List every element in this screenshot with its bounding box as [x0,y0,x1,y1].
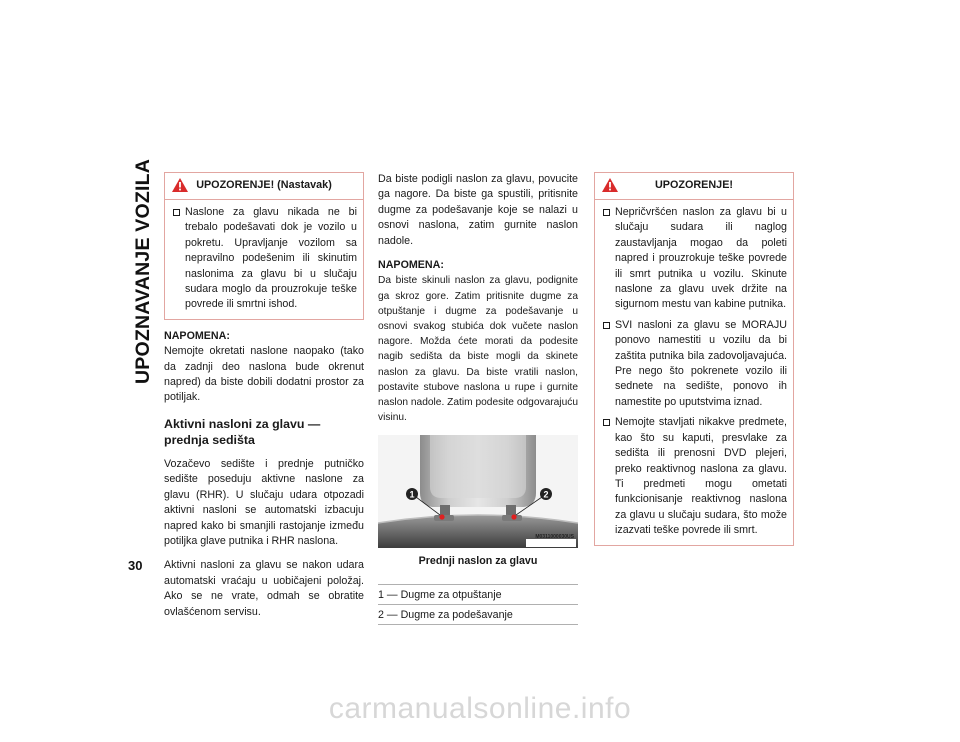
legend-row: 2 — Dugme za podešavanje [378,605,578,625]
intro-paragraph: Da biste podigli naslon za glavu, povucite ga nagore. Da biste ga spustili, pritisnite dugme za podešavanje koje se nalazi u osnovi naslona, zatim gurnite naslon nadole. [378,173,578,247]
warning-box-continued [164,172,364,320]
warning-header [595,173,793,200]
column-1 [164,172,364,629]
figure-code: M0311000030US [535,534,574,541]
note-text: Nemojte okretati naslone naopako (tako da zadnji deo naslona bude okrenut napred) da biste dobili dodatni prostor za potiljak. [164,345,364,404]
figure-legend [378,584,578,625]
warning-body [595,200,793,545]
watermark: carmanualsonline.info [328,692,632,725]
headrest-figure [378,435,578,548]
square-bullet-icon [173,209,180,216]
page-number: 30 [128,558,143,573]
warning-body [165,200,363,319]
note-title: NAPOMENA: [164,329,230,342]
square-bullet-icon [603,209,610,216]
figure-caption: Prednji naslon za glavu [418,555,538,568]
paragraph: Aktivni nasloni za glavu se nakon udara automatski vraćaju u uobičajeni položaj. Ako se ne vrate, odmah se obratite ovlašćenom servisu. [164,559,364,618]
column-3 [594,172,794,546]
callout-2-label: 2 [543,489,549,500]
warning-item: Naslone za glavu nikada ne bi trebalo podešavati dok je vozilo u pokretu. Upravljanje vozilom sa nepravilno podešenim ili skinutim naslonima za glavu bi u slučaju sudara moglo da prouzrokuje teške povrede ili smrtni ishod. [171,205,357,313]
column-2 [378,172,578,625]
square-bullet-icon [603,322,610,329]
square-bullet-icon [603,419,610,426]
warning-header [165,173,363,200]
callout-1-label: 1 [409,489,415,500]
note-title: NAPOMENA: [378,259,444,272]
section-title-vertical [128,158,158,384]
warning-box [594,172,794,546]
section-heading: Aktivni nasloni za glavu — prednja sedišta [164,416,321,447]
warning-title: UPOZORENJE! (Nastavak) [196,179,332,192]
warning-item: Nepričvršćen naslon za glavu bi u slučaju sudara ili naglog zaustavljanja mogao da poleti napred i prouzrokuje teške povrede ili smrt putnika u vozilu. Skinute naslone za glavu uvek držite na sigurnom mestu van kabine putnika. [601,205,787,313]
paragraph: Vozačevo sedište i prednje putničko sedište poseduju aktivne naslone za glavu (RHR). U slučaju udara otpozadi aktivni nasloni se automatski izbacuju napred kako bi smanjili rastojanje između potiljka glave putnika i RHR naslona. [164,457,364,547]
warning-title: UPOZORENJE! [655,179,733,192]
note-text: Da biste skinuli naslon za glavu, podignite ga skroz gore. Zatim pritisnite dugme za otpuštanje i dugme za podešavanje u osnovi svakog stubića dok vučete naslon nagore. Možda ćete morati da podesite nagib sedišta da biste mogli da skinete naslon za glavu. Da biste vratili naslon, postavite stubove naslona u rupe i gurnite naslon nadole. Zatim podesite odgovarajuću visinu. [378,275,578,424]
warning-triangle-icon [171,177,189,193]
warning-triangle-icon [601,177,619,193]
warning-item: SVI nasloni za glavu se MORAJU ponovo namestiti u vozilu da bi zaštita putnika bila zadovoljavajuća. Pre nego što pokrenete vozilo ili sednete na sedište, ponovo ih namestite po uputstvima iznad. [601,318,787,410]
section-title: UPOZNAVANJE VOZILA [131,158,154,384]
legend-row: 1 — Dugme za otpuštanje [378,585,578,605]
warning-item: Nemojte stavljati nikakve predmete, kao što su kaputi, presvlake za sedišta ili prenosni DVD plejeri, preko reaktivnog naslona za glavu. Ti predmeti mogu ometati funkcionisanje reaktivnog naslona za glavu u slučaju sudara, što može izazvati teške povrede ili smrt. [601,415,787,538]
